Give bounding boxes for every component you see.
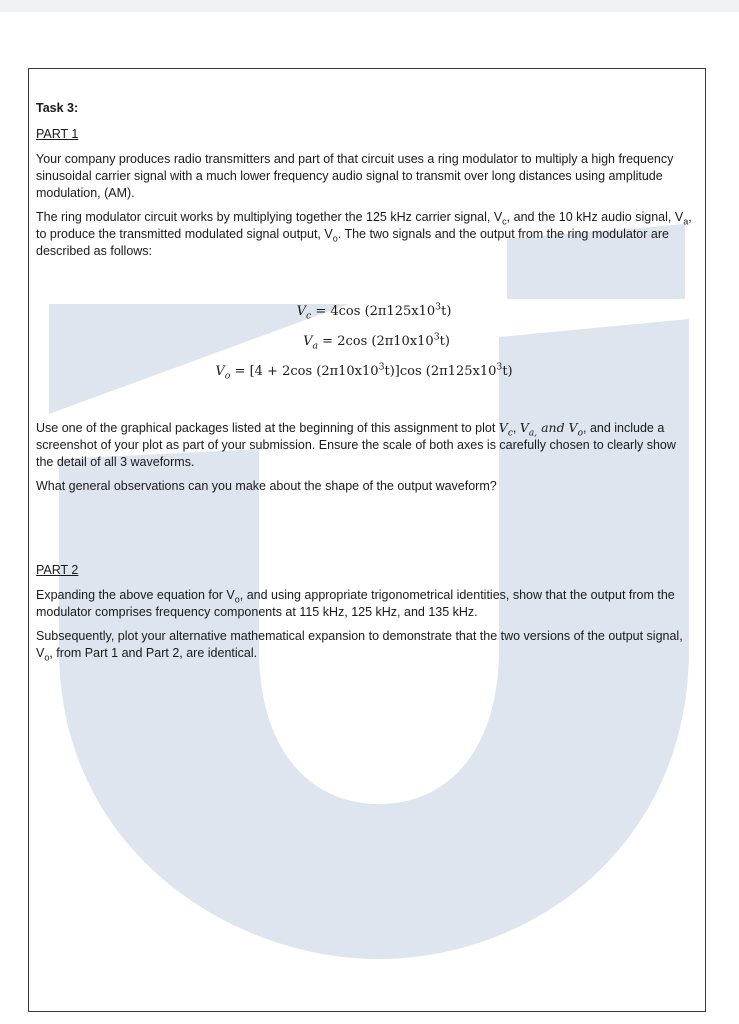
equation-vc: $V_c = 4\cos$ $(2\pi 125x10^3t)$ xyxy=(296,301,452,322)
document-content xyxy=(36,100,692,669)
part2-paragraph-2: Subsequently, plot your alternative mathematical expansion to demonstrate that the two versions of the output signal, $V_o$, from Part 1 and Part 2, are identical. xyxy=(36,629,683,663)
equation-vo: $V_o = [4 + 2\cos$ $(2\pi 10x10^3t)]\cos$ $(2\pi 125x10^3t)$ xyxy=(215,361,513,382)
part1-paragraph-3: Use one of the graphical packages listed at the beginning of this assignment to plot $V_c$, $V_{a,}$ and $V_o$, and include a screenshot of your plot as part of your submission. Ensure the scale of both axes is carefully chosen to clearly show the detail of all 3 waveforms. xyxy=(36,420,676,469)
part1-question: What general observations can you make about the shape of the output waveform? xyxy=(36,479,497,493)
part1-paragraph-1: Your company produces radio transmitters and part of that circuit uses a ring modulator to multiply a high frequency sinusoidal carrier signal with a much lower frequency audio signal to transmit over long distances using amplitude modulation, (AM). xyxy=(36,152,674,200)
answer-space xyxy=(36,502,692,562)
document-page xyxy=(28,68,706,1012)
task-title: Task 3: xyxy=(36,101,79,115)
equation-va: $V_a = 2\cos$ $(2\pi 10x10^3t)$ xyxy=(303,331,450,352)
part2-paragraph-1: Expanding the above equation for $V_o$, and using appropriate trigonometrical identities, show that the output from the modulator comprises frequency components at 115 kHz, 125 kHz, and 135 kHz. xyxy=(36,588,675,619)
part1-paragraph-2: The ring modulator circuit works by multiplying together the 125 kHz carrier signal, $V_c$, and the 10 kHz audio signal, $V_a$, to produce the transmitted modulated signal output, $V_o$. The two signals and the output from the ring modulator are described as follows: xyxy=(36,210,692,258)
part2-heading: PART 2 xyxy=(36,563,79,577)
equation-block xyxy=(36,301,692,382)
part1-heading: PART 1 xyxy=(36,127,79,141)
viewer-top-bar xyxy=(0,0,739,12)
